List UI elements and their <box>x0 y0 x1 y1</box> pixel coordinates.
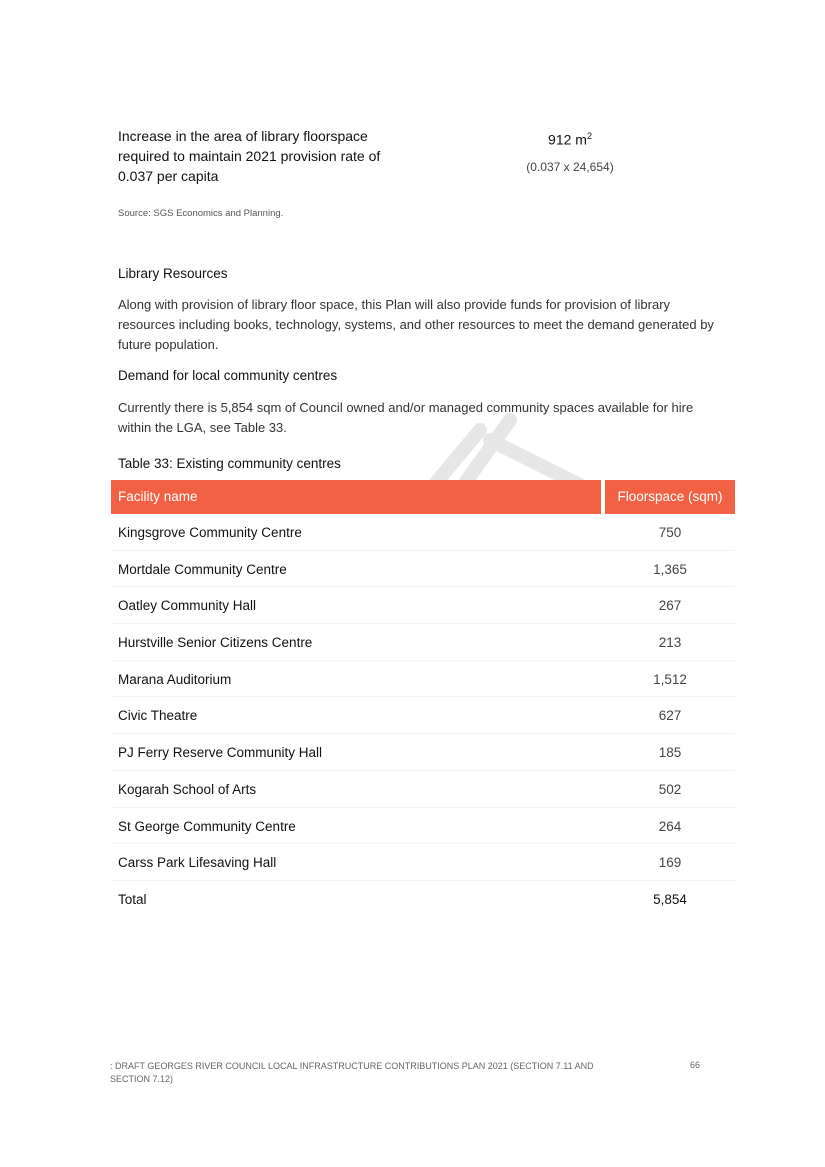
page-number: 66 <box>690 1060 701 1070</box>
table-row <box>111 844 735 881</box>
library-resources-body: Along with provision of library floor space, this Plan will also provide funds for provision of library resources including books, technology, systems, and other resources to meet the demand generated by future population. <box>118 297 714 352</box>
floorspace-cell: 169 <box>658 855 682 871</box>
table-row <box>111 771 735 808</box>
floorspace-cell: 267 <box>658 598 682 614</box>
facility-name-cell: PJ Ferry Reserve Community Hall <box>118 745 323 761</box>
table-row <box>111 697 735 734</box>
facility-name-cell: Marana Auditorium <box>118 671 232 687</box>
floorspace-cell: 264 <box>658 818 682 834</box>
table-row <box>111 661 735 698</box>
table-row <box>111 624 735 661</box>
floorspace-cell: 502 <box>658 781 682 797</box>
table-body <box>111 514 735 881</box>
facility-name-cell: St George Community Centre <box>118 818 296 834</box>
facility-name-cell: Carss Park Lifesaving Hall <box>118 855 277 871</box>
floorspace-cell: 1,512 <box>653 671 687 687</box>
facility-name-cell: Kingsgrove Community Centre <box>118 525 302 540</box>
table-row <box>111 551 735 588</box>
header-facility-name: Facility name <box>111 480 601 514</box>
table-row <box>111 514 735 551</box>
facility-name-cell: Hurstville Senior Citizens Centre <box>118 635 313 651</box>
total-value: 5,854 <box>653 891 687 907</box>
floorspace-cell: 213 <box>658 635 682 651</box>
summary-label: Increase in the area of library floorspace required to maintain 2021 provision rate of 0.037 per capita <box>118 128 381 184</box>
community-centres-heading: Demand for local community centres <box>118 368 338 383</box>
table-row <box>111 587 735 624</box>
summary-number-text: 912 m <box>548 131 587 148</box>
facility-name-cell: Kogarah School of Arts <box>118 781 257 797</box>
table-row <box>111 808 735 845</box>
facility-name-cell: Civic Theatre <box>118 708 198 724</box>
source-note: Source: SGS Economics and Planning. <box>118 208 284 219</box>
community-centres-body: Currently there is 5,854 sqm of Council owned and/or managed community spaces available for hire within the LGA, see Table 33. <box>118 400 694 435</box>
floorspace-cell: 627 <box>658 708 682 724</box>
header-floorspace: Floorspace (sqm) <box>605 480 735 514</box>
table-caption: Table 33: Existing community centres <box>118 456 341 471</box>
community-centres-table <box>111 480 735 918</box>
library-resources-heading: Library Resources <box>118 266 228 281</box>
facility-name-cell: Mortdale Community Centre <box>118 561 287 577</box>
floorspace-cell: 1,365 <box>653 561 687 577</box>
summary-calc: (0.037 x 24,654) <box>526 159 614 174</box>
floorspace-cell: 750 <box>658 525 682 540</box>
summary-number <box>470 126 670 150</box>
table-header <box>111 480 735 514</box>
summary-number-sup: 2 <box>586 131 592 141</box>
total-label: Total <box>118 891 147 907</box>
floorspace-cell: 185 <box>658 745 682 761</box>
summary-value <box>470 126 670 174</box>
footer-text: : DRAFT GEORGES RIVER COUNCIL LOCAL INFRASTRUCTURE CONTRIBUTIONS PLAN 2021 (SECTION 7.11 AND SECTION 7.12) <box>110 1061 594 1084</box>
table-total-row <box>111 881 735 918</box>
facility-name-cell: Oatley Community Hall <box>118 598 257 614</box>
table-row <box>111 734 735 771</box>
